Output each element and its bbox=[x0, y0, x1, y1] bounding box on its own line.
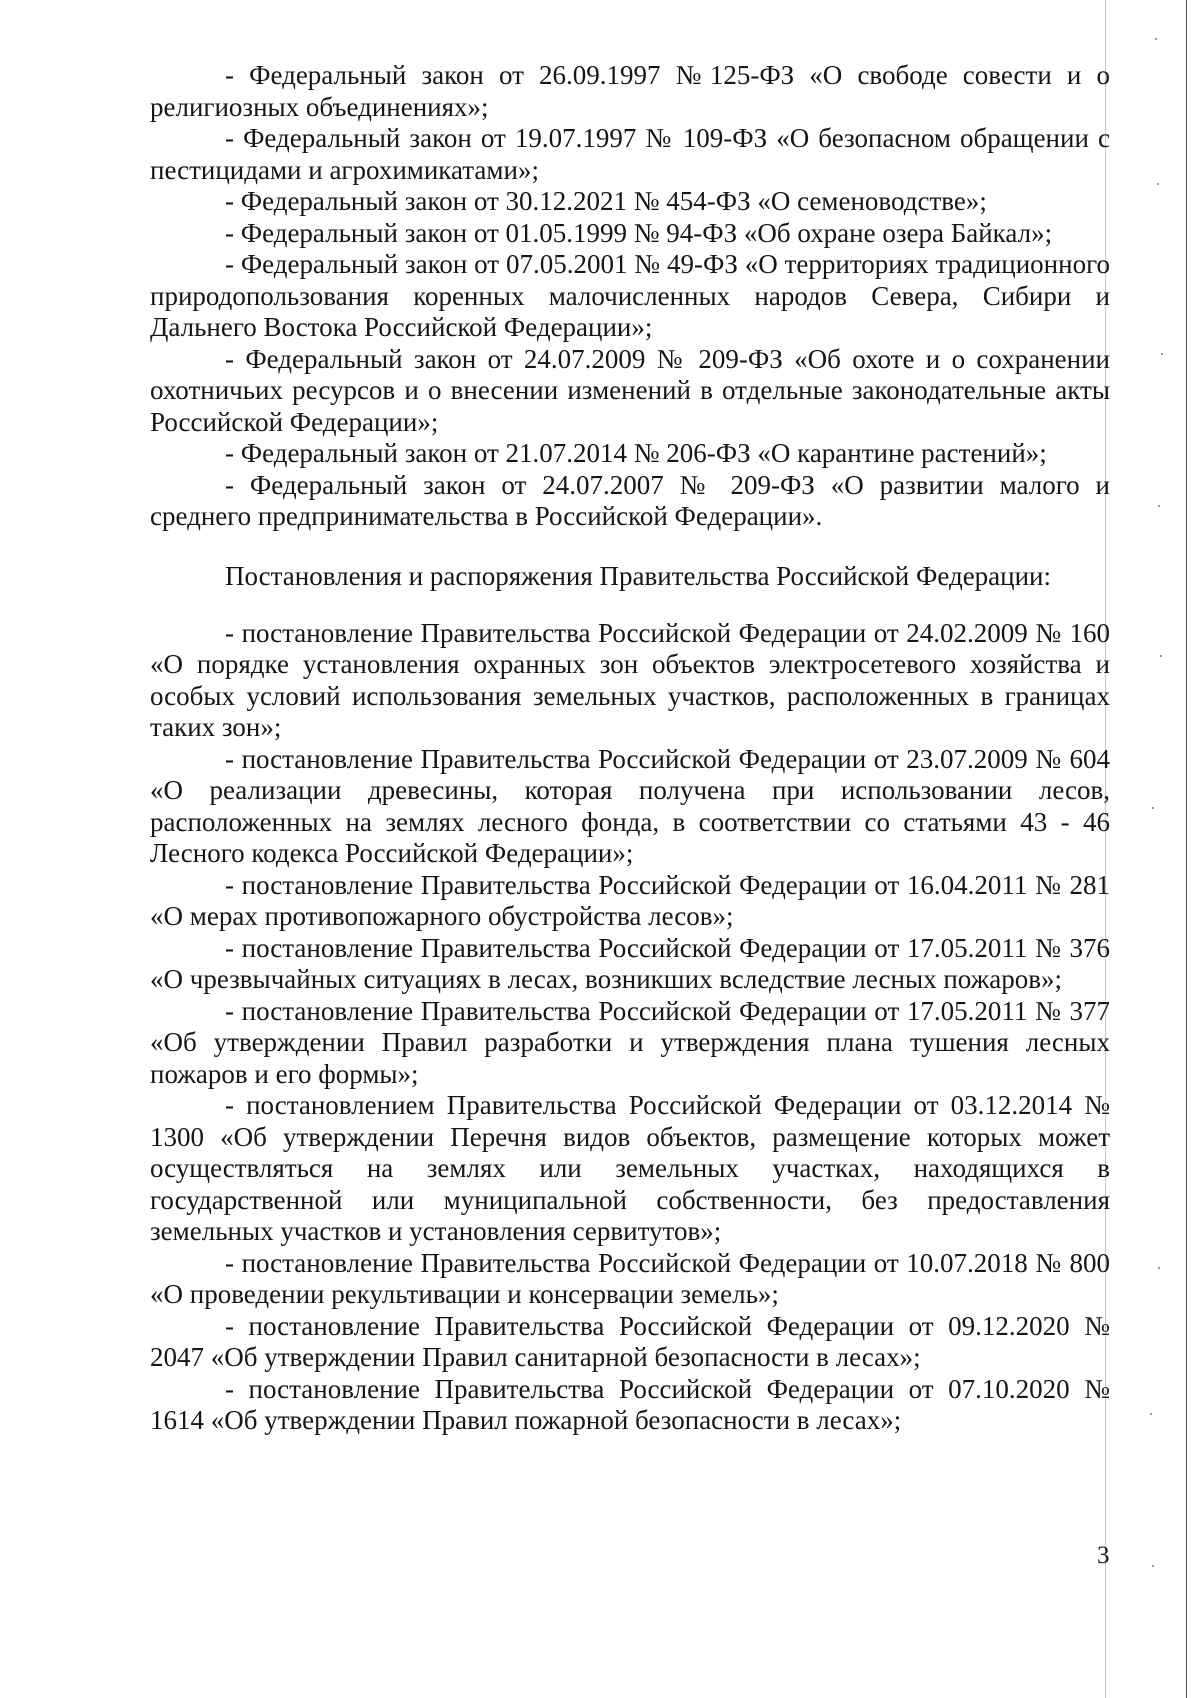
law-item: - Федеральный закон от 07.05.2001 № 49-ФЗ «О территориях традиционного природопользования коренных малочисленных народов Севера, Сибири и Дальнего Востока Российской Федерации»; bbox=[150, 249, 1110, 342]
law-item: - Федеральный закон от 24.07.2007 № 209-ФЗ «О развитии малого и среднего предпринимательства в Российской Федерации». bbox=[150, 469, 1110, 531]
scan-edge-line bbox=[1186, 0, 1187, 1698]
law-item: - Федеральный закон от 21.07.2014 № 206-ФЗ «О карантине растений»; bbox=[225, 438, 1047, 468]
page-number: 3 bbox=[1097, 1542, 1110, 1569]
scan-speck bbox=[1150, 1413, 1152, 1415]
scan-speck bbox=[1152, 807, 1154, 809]
government-act-item: - постановление Правительства Российской Федерации от 24.02.2009 № 160 «О порядке установления охранных зон объектов электросетевого хозяйства и особых условий использования земельных участков, расположенных в границах таких зон»; bbox=[150, 617, 1110, 742]
scan-speck bbox=[1155, 38, 1157, 40]
government-act-item: - постановлением Правительства Российской Федерации от 03.12.2014 № 1300 «Об утверждении Перечня видов объектов, размещение которых может осуществляться на землях или земельных участках, находящихся в государственной или муниципальной собственности, без предоставления земельных участков и установления сервитутов»; bbox=[150, 1090, 1110, 1246]
scan-speck bbox=[1161, 353, 1163, 355]
scan-speck bbox=[1158, 1267, 1160, 1269]
law-item: - Федеральный закон от 24.07.2009 № 209-ФЗ «Об охоте и о сохранении охотничьих ресурсов и о внесении изменений в отдельные законодательные акты Российской Федерации»; bbox=[150, 343, 1110, 437]
government-act-item: - постановление Правительства Российской Федерации от 10.07.2018 № 800 «О проведении рекультивации и консервации земель»; bbox=[150, 1247, 1110, 1309]
government-act-item: - постановление Правительства Российской Федерации от 17.05.2011 № 377 «Об утверждении Правил разработки и утверждения плана тушения лесных пожаров и его формы»; bbox=[150, 995, 1110, 1089]
government-act-item: - постановление Правительства Российской Федерации от 17.05.2011 № 376 «О чрезвычайных ситуациях в лесах, возникших вследствие лесных пожаров»; bbox=[150, 932, 1110, 994]
government-act-item: - постановление Правительства Российской Федерации от 23.07.2009 № 604 «О реализации древесины, которая получена при использовании лесов, расположенных на землях лесного фонда, в соответствии со статьями 43 - 46 Лесного кодекса Российской Федерации»; bbox=[150, 743, 1110, 868]
law-item: - Федеральный закон от 30.12.2021 № 454-ФЗ «О семеноводстве»; bbox=[225, 186, 987, 216]
section-heading: Постановления и распоряжения Правительства Российской Федерации: bbox=[225, 560, 1052, 591]
scan-speck bbox=[1152, 1565, 1154, 1567]
government-act-item: - постановление Правительства Российской Федерации от 07.10.2020 № 1614 «Об утверждении Правил пожарной безопасности в лесах»; bbox=[150, 1373, 1110, 1435]
government-act-item: - постановление Правительства Российской Федерации от 09.12.2020 № 2047 «Об утверждении Правил санитарной безопасности в лесах»; bbox=[150, 1310, 1110, 1372]
law-item: - Федеральный закон от 01.05.1999 № 94-ФЗ «Об охране озера Байкал»; bbox=[225, 217, 1053, 248]
law-item: - Федеральный закон от 19.07.1997 № 109-ФЗ «О безопасном обращении с пестицидами и агрохимикатами»; bbox=[150, 123, 1110, 185]
scan-speck bbox=[1158, 505, 1160, 507]
law-item: - Федеральный закон от 26.09.1997 №125-ФЗ «О свободе совести и о религиозных объединениях»; bbox=[150, 60, 1110, 122]
document-body bbox=[150, 60, 1110, 1437]
government-act-item: - постановление Правительства Российской Федерации от 16.04.2011 № 281 «О мерах противопожарного обустройства лесов»; bbox=[150, 869, 1110, 931]
scan-speck bbox=[1157, 183, 1159, 185]
scan-speck bbox=[1160, 655, 1162, 657]
